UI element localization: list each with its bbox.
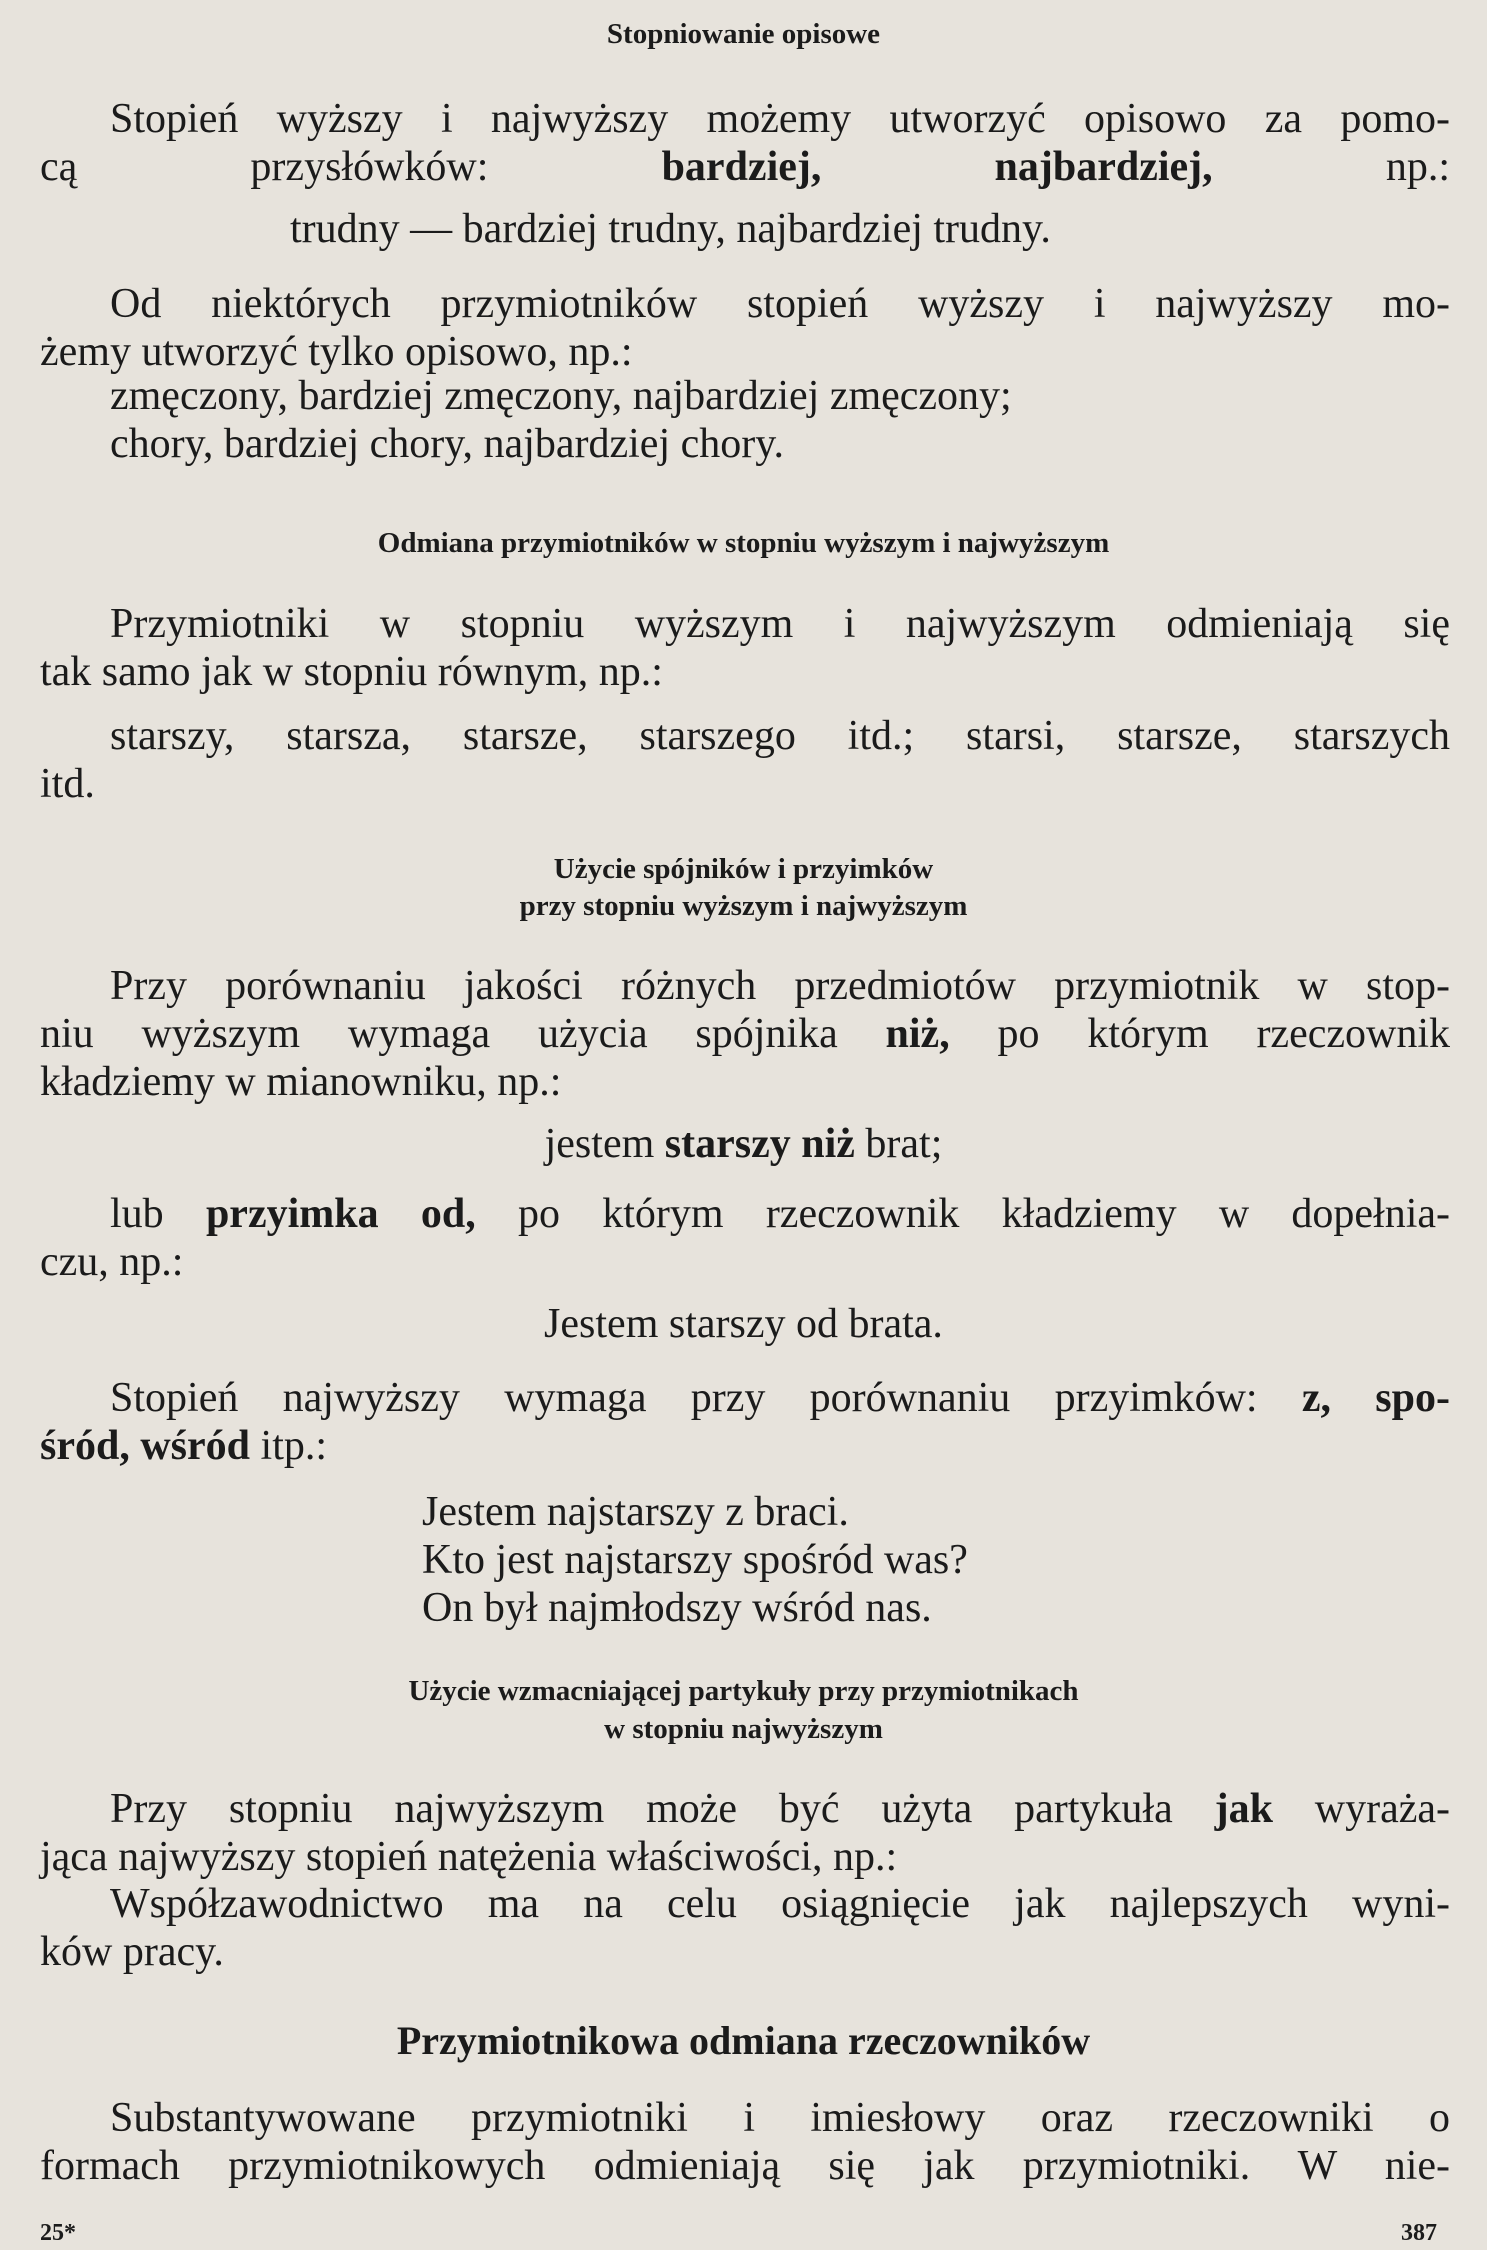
example-line: Jestem starszy od brata. (544, 1301, 943, 1347)
paragraph-line: niu wyższym wymaga użycia spójnika niż, po którym rzeczownik (40, 1011, 1451, 1057)
example-line: Jestem najstarszy z braci. (422, 1489, 849, 1535)
example-line: itd. (40, 761, 95, 807)
paragraph-line: lub przyimka od, po którym rzeczownik kładziemy w dopełnia- (110, 1191, 1451, 1237)
paragraph-line: Od niektórych przymiotników stopień wyższy i najwyższy mo- (110, 281, 1450, 327)
bold-term: przyimka od, (205, 1191, 476, 1237)
section-heading-przymiotnikowa-odmiana: Przymiotnikowa odmiana rzeczowników (396, 2018, 1091, 2063)
paragraph-line: czu, np.: (40, 1239, 184, 1285)
example-line: On był najmłodszy wśród nas. (422, 1585, 932, 1631)
paragraph-line: jąca najwyższy stopień natężenia właściwości, np.: (40, 1834, 898, 1880)
example-line: ków pracy. (40, 1929, 224, 1975)
paragraph-line: tak samo jak w stopniu równym, np.: (40, 649, 663, 695)
section-heading-stopniowanie-opisowe: Stopniowanie opisowe (606, 18, 881, 50)
paragraph-line: Stopień wyższy i najwyższy możemy utworzyć opisowo za pomo- (110, 96, 1450, 142)
bold-term: bardziej, najbardziej, (661, 144, 1213, 190)
paragraph-line: Przy porównaniu jakości różnych przedmiotów przymiotnik w stop- (110, 963, 1450, 1009)
section-heading-partykula: Użycie wzmacniającej partykuły przy przymiotnikach (408, 1675, 1079, 1707)
example-line: trudny — bardziej trudny, najbardziej trudny. (290, 206, 1051, 252)
signature-mark: 25* (40, 2220, 76, 2246)
bold-term: jak (1214, 1786, 1273, 1832)
section-heading-odmiana: Odmiana przymiotników w stopniu wyższym i najwyższym (377, 527, 1110, 559)
example-line: Współzawodnictwo ma na celu osiągnięcie jak najlepszych wyni- (110, 1881, 1450, 1927)
paragraph-line: formach przymiotnikowych odmieniają się jak przymiotniki. W nie- (40, 2143, 1450, 2189)
paragraph-line: cą przysłówków: bardziej, najbardziej, np.: (40, 144, 1450, 190)
bold-term: niż, (885, 1011, 950, 1057)
paragraph-line: Stopień najwyższy wymaga przy porównaniu przyimków: z, spo- (110, 1375, 1450, 1421)
page-number: 387 (1401, 2220, 1437, 2246)
example-line: zmęczony, bardziej zmęczony, najbardziej zmęczony; (110, 373, 1012, 419)
paragraph-line: śród, wśród itp.: (40, 1423, 328, 1469)
section-heading-partykula-line2: w stopniu najwyższym (604, 1713, 883, 1745)
paragraph-line: Przy stopniu najwyższym może być użyta partykuła jak wyraża- (110, 1786, 1451, 1832)
paragraph-line: Substantywowane przymiotniki i imiesłowy oraz rzeczowniki o (110, 2095, 1450, 2141)
paragraph-line: kładziemy w mianowniku, np.: (40, 1059, 562, 1105)
example-line: starszy, starsza, starsze, starszego itd.; starsi, starsze, starszych (110, 713, 1450, 759)
bold-term: starszy niż (664, 1121, 855, 1167)
paragraph-line: Przymiotniki w stopniu wyższym i najwyższym odmieniają się (110, 601, 1450, 647)
example-line: jestem starszy niż brat; (544, 1121, 943, 1167)
bold-term: z, spo- (1301, 1375, 1450, 1421)
section-heading-uzycie-spojnikow: Użycie spójników i przyimków (553, 853, 934, 885)
section-heading-uzycie-spojnikow-line2: przy stopniu wyższym i najwyższym (519, 890, 968, 922)
example-line: chory, bardziej chory, najbardziej chory. (110, 421, 785, 467)
bold-term: śród, wśród (40, 1423, 251, 1469)
example-line: Kto jest najstarszy spośród was? (422, 1537, 968, 1583)
paragraph-line: żemy utworzyć tylko opisowo, np.: (40, 329, 633, 375)
